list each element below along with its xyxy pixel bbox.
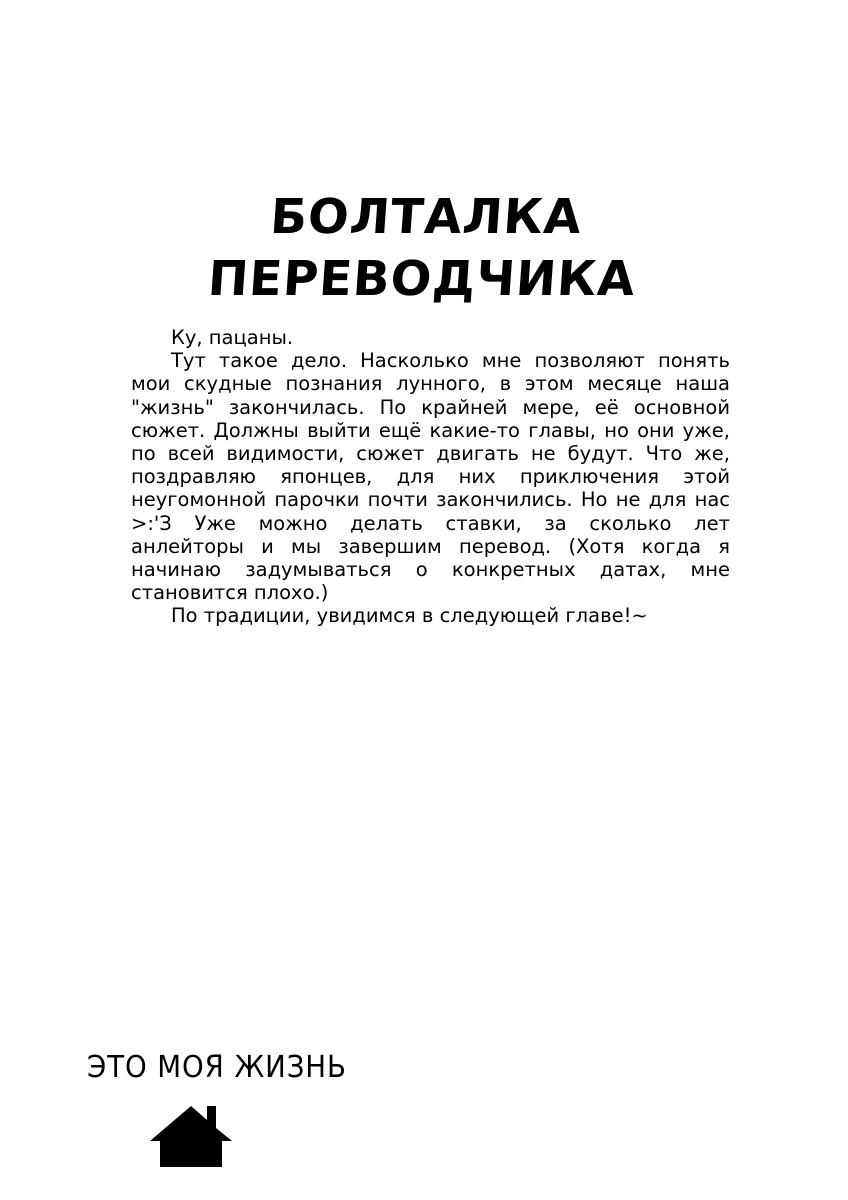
title-line-2: ПЕРЕВОДЧИКА (206, 251, 638, 307)
series-title: ЭТО МОЯ ЖИЗНЬ (87, 1050, 347, 1085)
translator-note (131, 326, 730, 628)
paragraph-main: Тут такое дело. Насколько мне позволяют понять мои скудные познания лунного, в этом месяце наша "жизнь" закончилась. По крайней мере, её основной сюжет. Должны выйти ещё какие-то главы, но они уже, по всей видимости, сюжет двигать не будут. Что же, поздравляю японцев, для них приключения этой неугомонной парочки почти закончились. Но не для нас >:'З Уже можно делать ставки, за сколько лет анлейторы и мы завершим перевод. (Хотя когда я начинаю задумываться о конкретных датах, мне становится плохо.) (131, 349, 730, 605)
title-line-1: БОЛТАЛКА (268, 189, 584, 245)
house-icon (150, 1103, 232, 1167)
paragraph-greeting: Ку, пацаны. (171, 326, 294, 349)
paragraph-closing: По традиции, увидимся в следующей главе!~ (171, 604, 648, 628)
page-title (0, 186, 848, 310)
